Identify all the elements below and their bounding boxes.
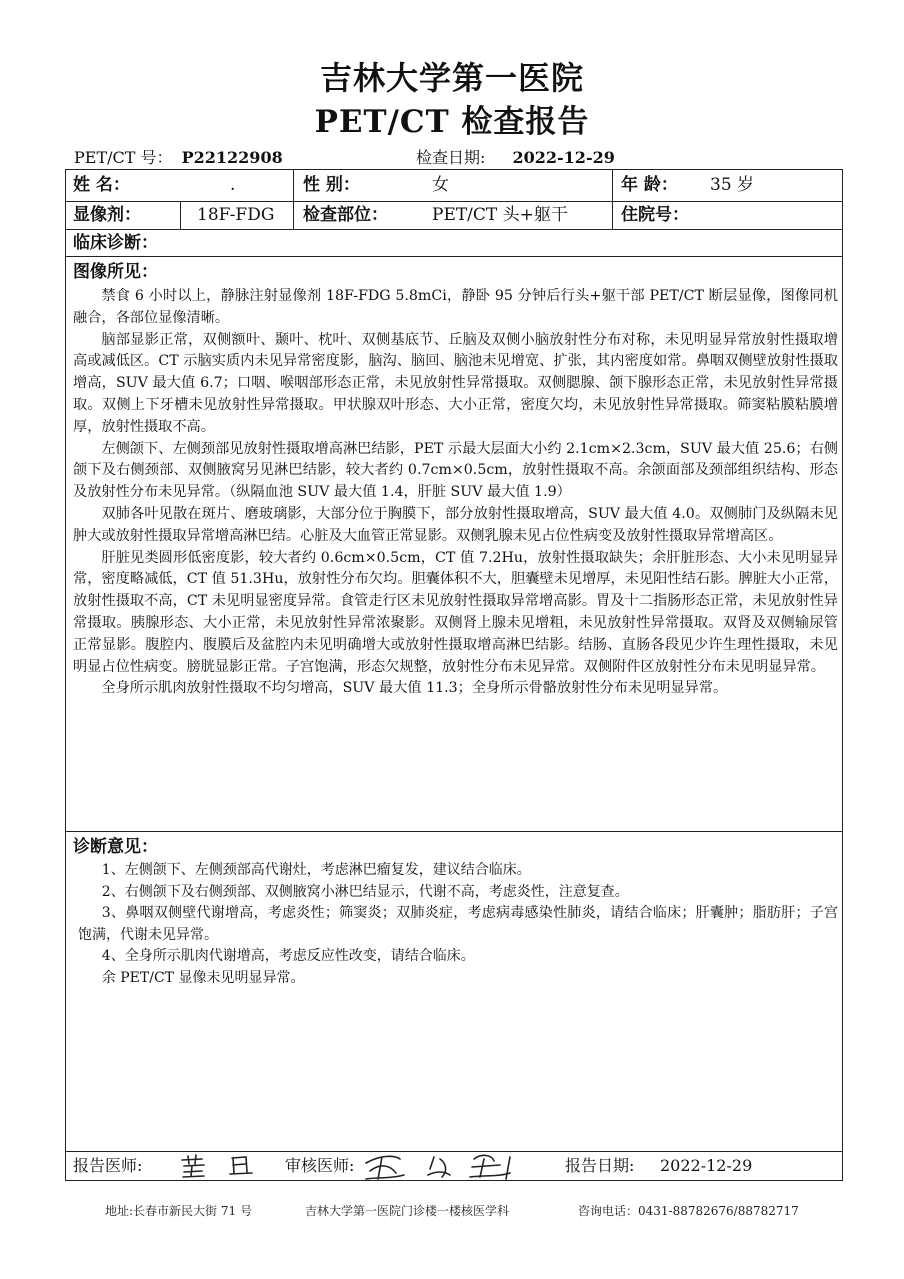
diagnosis-item: 3、鼻咽双侧壁代谢增高，考虑炎性；筛窦炎；双肺炎症，考虑病毒感染性肺炎，请结合临床；肝囊肿；脂肪肝；子宫饱满，代谢未见异常。 [78, 905, 838, 943]
diagnosis-heading: 诊断意见： [73, 837, 158, 857]
exam-site-label: 检查部位： [303, 205, 388, 225]
sex-label: 性 别： [303, 175, 360, 195]
report-date-label: 报告日期: [565, 1156, 635, 1175]
agent-label: 显像剂： [73, 205, 141, 225]
findings-paragraph: 肝脏见类圆形低密度影，较大者约 0.6cm×0.5cm，CT 值 7.2Hu，放射性摄取缺失；余肝脏形态、大小未见明显异常，密度略减低，CT 值 51.3Hu，放射性分布欠均。胆囊体积不大，胆囊壁未见增厚，未见阳性结石影。脾脏大小正常，放射性摄取不高，CT 未见明显密度异常。食管走行区未见放射性摄取异常增高影。胃及十二指肠形态正常，未见放射性异常摄取。胰腺形态、大小正常，未见放射性异常浓聚影。双侧肾上腺未见增粗，未见放射性异常摄取。双肾及双侧输尿管正常显影。腹腔内、腹膜后及盆腔内未见明确增大或放射性摄取增高淋巴结影。结肠、直肠各段见少许生理性摄取，未见明显占位性病变。膀胱显影正常。子宫饱满，形态欠规整，放射性分布未见异常。双侧附件区放射性分布未见明显异常。 [73, 549, 838, 675]
column-divider [180, 201, 181, 229]
findings-paragraph: 脑部显影正常，双侧额叶、颞叶、枕叶、双侧基底节、丘脑及双侧小脑放射性分布对称，未见明显异常放射性摄取增高或减低区。CT 示脑实质内未见异常密度影，脑沟、脑回、脑池未见增宽、扩张，其内密度如常。鼻咽双侧壁放射性摄取增高，SUV 最大值 6.7；口咽、喉咽部形态正常，未见放射性异常摄取。双侧腮腺、颌下腺形态正常，未见放射性异常摄取。双侧上下牙槽未见放射性异常摄取。甲状腺双叶形态、大小正常，密度欠均，未见放射性异常摄取。筛窦粘膜粘膜增厚，放射性摄取不高。 [73, 331, 838, 435]
age-label: 年 龄： [621, 175, 678, 195]
age-value: 35 岁 [710, 175, 755, 195]
petct-number [74, 147, 283, 169]
exam-site-value: PET/CT 头+躯干 [432, 205, 568, 225]
clinical-diagnosis-label: 临床诊断： [73, 233, 158, 253]
exam-date-value: 2022-12-29 [512, 148, 615, 167]
reporter-label: 报告医师: [73, 1156, 143, 1175]
name-label: 姓 名： [73, 175, 130, 195]
findings-body [73, 286, 838, 700]
agent-value: 18F-FDG [197, 205, 275, 225]
footer-phone: 咨询电话：0431-88782676/88782717 [578, 1204, 799, 1218]
exam-date [416, 147, 615, 169]
findings-paragraph: 全身所示肌肉放射性摄取不均匀增高，SUV 最大值 11.3；全身所示骨骼放射性分布未见明显异常。 [101, 680, 728, 697]
sex-value: 女 [432, 175, 449, 195]
petct-number-label: PET/CT 号： [74, 148, 173, 167]
exam-date-label: 检查日期: [416, 148, 486, 167]
diagnosis-item: 余 PET/CT 显像未见明显异常。 [101, 969, 305, 986]
findings-paragraph: 左侧颌下、左侧颈部见放射性摄取增高淋巴结影，PET 示最大层面大小约 2.1cm×2.3cm，SUV 最大值 25.6；右侧颌下及右侧颈部、双侧腋窝另见淋巴结影，较大者约 0.7cm×0.5cm，放射性摄取不高。余颌面部及颈部组织结构、形态及放射性分布未见异常。（纵隔血池 SUV 最大值 1.4，肝脏 SUV 最大值 1.9） [73, 440, 838, 501]
reporter-signature [178, 1152, 268, 1180]
diagnosis-item: 4、全身所示肌肉代谢增高，考虑反应性改变，请结合临床。 [101, 948, 475, 964]
row-divider [65, 229, 843, 230]
reviewer-label: 审核医师: [285, 1156, 355, 1175]
footer-address: 地址:长春市新民大街 71 号 [105, 1204, 252, 1218]
findings-paragraph: 双肺各叶见散在斑片、磨玻璃影，大部分位于胸膜下，部分放射性摄取增高，SUV 最大值 4.0。双侧肺门及纵隔未见肿大或放射性摄取异常增高淋巴结。心脏及大血管正常显影。双侧乳腺未见占位性病变及放射性摄取异常增高区。 [73, 505, 838, 544]
diagnosis-item: 2、右侧颌下及右侧颈部、双侧腋窝小淋巴结显示，代谢不高，考虑炎性，注意复查。 [101, 883, 629, 900]
findings-heading: 图像所见： [73, 262, 158, 282]
inpatient-number-label: 住院号： [621, 205, 689, 225]
diagnosis-item: 1、左侧颌下、左侧颈部高代谢灶，考虑淋巴瘤复发，建议结合临床。 [101, 862, 531, 878]
diagnosis-body [78, 860, 838, 989]
findings-paragraph: 禁食 6 小时以上，静脉注射显像剂 18F-FDG 5.8mCi，静卧 95 分钟后行头+躯干部 PET/CT 断层显像，图像同机融合，各部位显像清晰。 [73, 288, 838, 326]
row-divider [65, 256, 843, 257]
column-divider [612, 169, 613, 229]
reviewer-signature [360, 1149, 530, 1183]
section-divider [65, 831, 843, 832]
column-divider [293, 169, 294, 229]
report-date-value: 2022-12-29 [660, 1156, 753, 1175]
name-value: . [230, 175, 236, 195]
report-title: PET/CT 检查报告 [314, 104, 590, 140]
petct-number-value: P22122908 [181, 148, 283, 167]
footer-department: 吉林大学第一医院门诊楼一楼核医学科 [305, 1204, 510, 1218]
hospital-name: 吉林大学第一医院 [319, 59, 584, 97]
